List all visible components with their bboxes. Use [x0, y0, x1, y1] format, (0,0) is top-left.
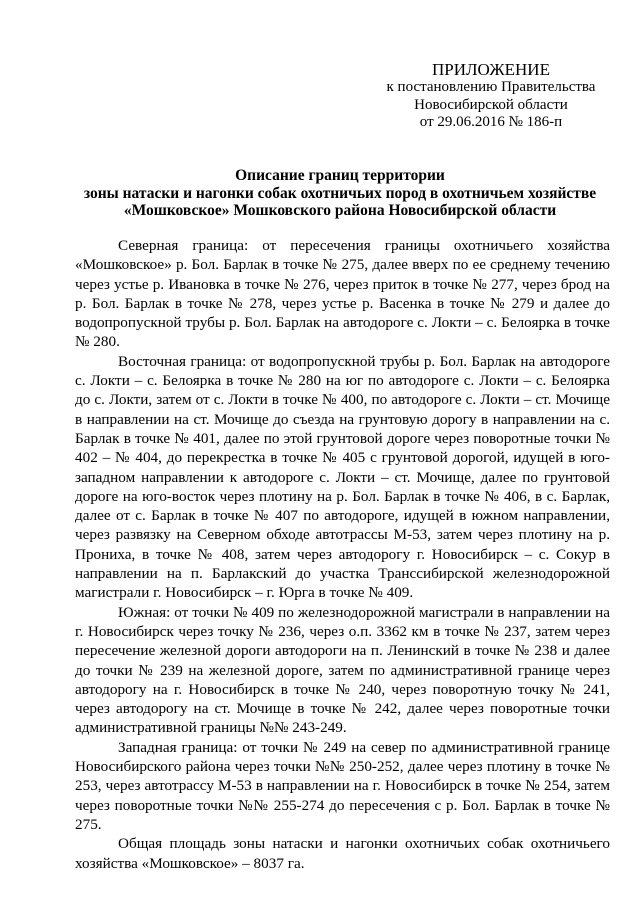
title-line-3: «Мошковское» Мошковского района Новосибирской области	[123, 202, 557, 220]
paragraph-south-border: Южная: от точки № 409 по железнодорожной магистрали в направлении на г. Новосибирск через точку № 236, через о.п. 3362 км в точке № 237, затем через пересечение железной дороги автодороги на п. Ленинский в точке № 238 и далее до точки № 239 на железной дороге, затем по административной границе через автодорогу на г. Новосибирск в точке № 240, через поворотную точку № 241, через автодорогу на ст. Мочище в точке № 242, далее через поворотные точки административной границы №№ 243-249.	[75, 603, 610, 737]
paragraph-total-area: Общая площадь зоны натаски и нагонки охотничьих собак охотничьего хозяйства «Мошковское» – 8037 га.	[75, 835, 610, 872]
attachment-heading: ПРИЛОЖЕНИЕ	[432, 60, 550, 79]
title-line-2: зоны натаски и нагонки собак охотничьих пород в охотничьем хозяйстве	[83, 184, 597, 202]
attachment-line-date: от 29.06.2016 № 186-п	[419, 114, 563, 131]
title-line-1: Описание границ территории	[235, 167, 445, 184]
paragraph-east-border: Восточная граница: от водопропускной трубы р. Бол. Барлак на автодороге с. Локти – с. Белоярка в точке № 280 на юг по автодороге с. Локти – с. Белоярка до с. Локти, затем от с. Локти в точке № 400, по автодороге с. Локти – ст. Мочище в направлении на ст. Мочище до съезда на грунтовую дорогу в направлении на с. Барлак в точке № 401, далее по этой грунтовой дороге через поворотные точки № 402 – № 404, до перекрестка в точке № 405 с грунтовой дорогой, идущей в юго-западном направлении к автодороге с. Локти – ст. Мочище, далее по грунтовой дороге на юго-восток через плотину на р. Бол. Барлак в точке № 406, в с. Барлак, далее от с. Барлак в точке № 407 по автодороге, идущей в южном направлении, через развязку на Северном обходе автотрассы М-53, затем через плотину на р. Прониха, в точке № 408, затем через автодорогу г. Новосибирск – с. Сокур в направлении на п. Барлакский до участка Транссибирской железнодорожной магистрали г. Новосибирск – г. Юрга в точке № 409.	[75, 352, 610, 602]
paragraph-north-border: Северная граница: от пересечения границы охотничьего хозяйства «Мошковское» р. Бол. Барлак в точке № 275, далее вверх по ее среднему течению через устье р. Ивановка в точке № 276, через приток в точке № 277, через брод на р. Бол. Барлак в точке № 278, через устье р. Васенка в точке № 279 и далее до водопропускной трубы р. Бол. Барлак на автодороге с. Локти – с. Белоярка в точке № 280.	[75, 237, 610, 351]
document-title	[60, 167, 620, 220]
document-body	[75, 236, 610, 873]
attachment-line-decree: к постановлению Правительства	[386, 79, 596, 95]
paragraph-west-border: Западная граница: от точки № 249 на север по административной границе Новосибирского района через точки №№ 250-252, далее через плотину в точке № 253, через автотрассу М-53 в направлении на г. Новосибирск в точке № 254, затем через поворотные точки №№ 255-274 до пересечения с р. Бол. Барлак в точке № 275.	[75, 738, 610, 833]
attachment-line-region: Новосибирской области	[414, 96, 568, 113]
attachment-header	[381, 60, 601, 132]
